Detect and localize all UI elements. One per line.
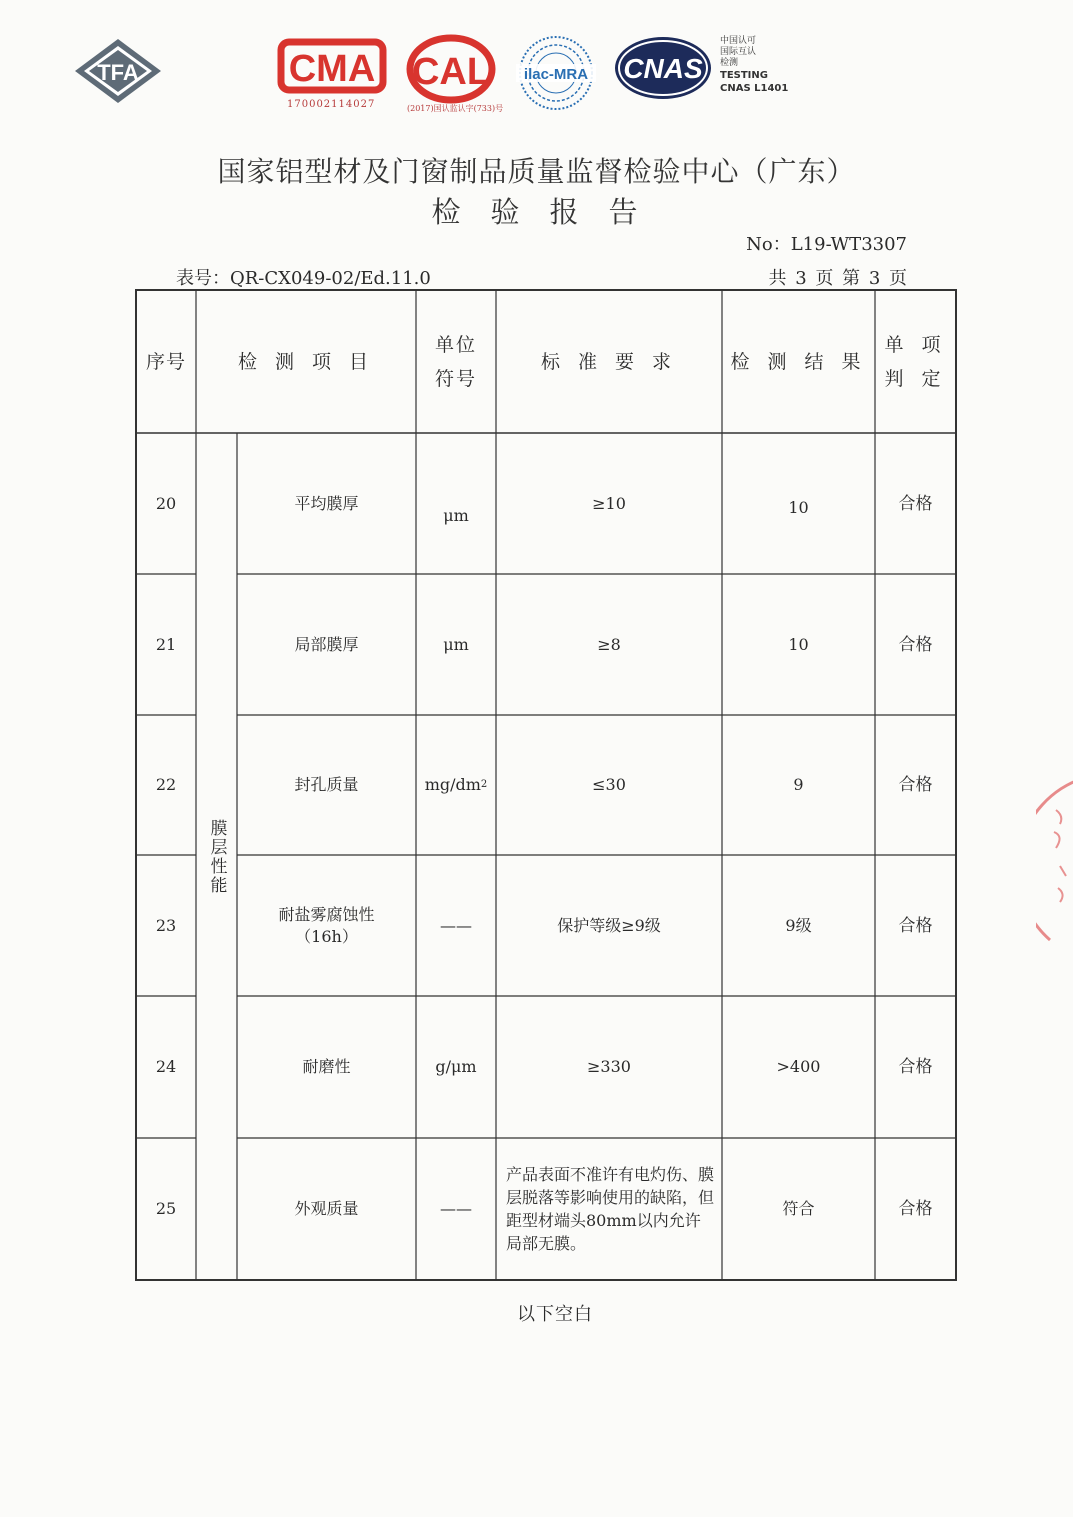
cell-unit: —— [440,915,472,935]
cnas-logo [612,34,714,102]
form-number: 表号：QR-CX049-02/Ed.11.0 [176,268,431,289]
cell-requirement: ≤30 [592,775,626,794]
cell-verdict: 合格 [898,775,933,795]
cell-item: 外观质量 [294,1199,359,1218]
cell-item: 平均膜厚 [294,493,359,513]
report-title: 国家铝型材及门窗制品质量监督检验中心（广东） [217,155,856,188]
cell-seq: 22 [155,775,177,794]
cell-unit: g/μm [435,1057,477,1076]
blank-below-note: 以下空白 [517,1304,593,1325]
cell-verdict: 合格 [898,915,933,936]
cell-unit-superscript: 2 [480,779,488,790]
report-number: No：L19-WT3307 [746,234,907,255]
cell-item: 耐磨性 [302,1057,351,1076]
cell-requirement: ≥10 [592,493,626,513]
cell-unit: —— [440,1199,472,1218]
cal-logo [405,34,497,104]
header-item: 检 测 项 目 [237,350,375,373]
cell-result: >400 [776,1057,821,1076]
cma-cert-number: 170002114027 [287,99,376,110]
cell-requirement: 产品表面不准许有电灼伤、膜层脱落等影响使用的缺陷，但距型材端头80mm以内允许局部无膜。 [506,1165,715,1253]
header-seq: 序号 [145,350,186,373]
header-unit: 单位 符号 [434,333,477,390]
tfa-logo [72,36,164,106]
cell-verdict: 合格 [898,1057,933,1077]
cnas-side-line: TESTING [720,70,768,81]
cma-text: CMA [288,48,376,90]
logo-bar [0,0,1073,130]
cnas-text: CNAS [623,53,703,84]
report-subtitle: 检验报告 [431,195,668,229]
cell-requirement: ≥330 [587,1057,631,1076]
tfa-text: TFA [97,60,139,85]
seal-stamp [1036,770,1073,950]
cell-result: 10 [788,634,809,654]
page-info: 共 3 页 第 3 页 [768,268,907,289]
cnas-side-line: CNAS L1401 [720,83,789,94]
cell-result: 9级 [785,915,812,935]
cell-seq: 21 [155,634,177,654]
cell-requirement: 保护等级≥9级 [557,915,661,935]
cell-unit: μm [443,505,469,525]
group-label-film-performance: 膜层性能 [206,818,227,895]
cell-verdict: 合格 [898,1199,933,1219]
cnas-side-line: 国际互认 [720,47,757,57]
cell-seq: 24 [155,1057,177,1076]
cell-verdict: 合格 [898,493,933,514]
header-result: 检 测 结 果 [730,350,867,373]
cell-item: 耐盐雾腐蚀性 （16h） [278,904,375,946]
cal-text: CAL [411,51,491,93]
ilac-mra-logo [512,34,600,112]
cell-requirement: ≥8 [597,634,621,654]
cal-cert-number: (2017)国认监认字(733)号 [407,104,504,113]
cell-seq: 20 [155,493,177,513]
cma-logo [277,36,387,96]
header-verdict: 单 项 判 定 [884,333,947,390]
cell-result: 符合 [782,1199,815,1218]
ilac-text: ilac-MRA [523,66,589,83]
cell-unit: μm [443,634,469,654]
cnas-side-line: 检测 [720,58,739,68]
cell-unit-text: mg/dm [424,775,481,794]
cell-seq: 25 [155,1199,177,1218]
cnas-side-line: 中国认可 [720,36,757,46]
cell-seq: 23 [155,915,177,935]
header-requirement: 标 准 要 求 [540,350,678,373]
cell-item: 局部膜厚 [294,634,359,654]
cell-verdict: 合格 [898,634,933,655]
cell-item: 封孔质量 [294,775,359,794]
cell-result: 9 [793,775,804,794]
cell-result: 10 [788,497,809,517]
cnas-accreditation-text [720,36,788,95]
cell-unit [416,715,496,855]
